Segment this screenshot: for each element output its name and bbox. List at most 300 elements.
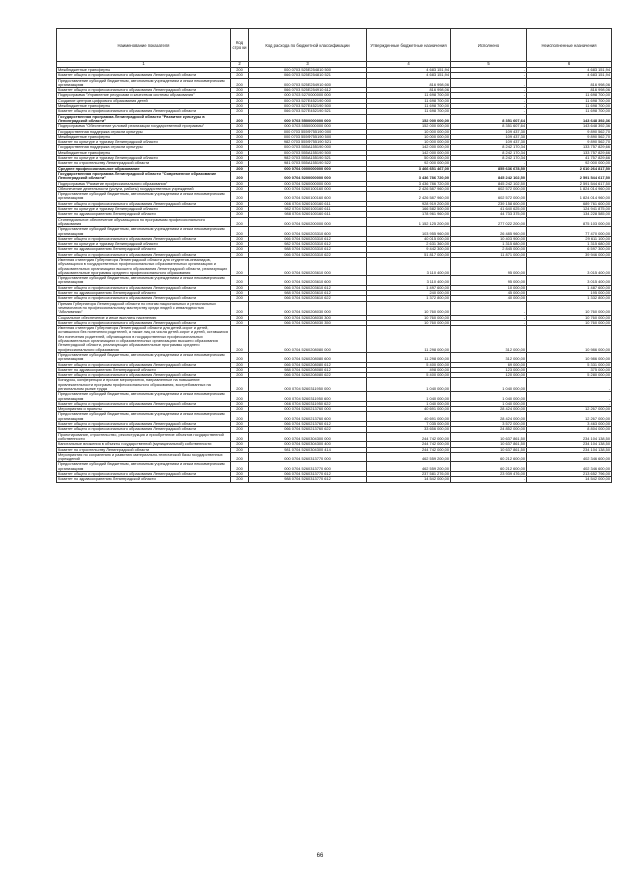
row-name-cell: Предоставление субсидий бюджетным, автономным учреждениям и иным некоммерческим организациям	[57, 276, 231, 286]
row-approved-cell: 142 000 000,00	[367, 150, 451, 155]
row-executed-cell: 10 637 861,50	[451, 432, 527, 442]
row-executed-cell: 1 315 680,00	[451, 242, 527, 247]
row-approved-cell: 2 426 587 960,00	[367, 192, 451, 202]
table-row	[57, 477, 612, 482]
row-budget-code-cell: 000 0704 5260208030 000	[249, 301, 367, 315]
column-number: 3	[249, 62, 367, 68]
row-approved-cell: 40 691 000,00	[367, 407, 451, 412]
row-line-code-cell: 200	[231, 252, 249, 257]
row-line-code-cell: 200	[231, 352, 249, 362]
row-approved-cell: 462 559 200,00	[367, 452, 451, 462]
row-budget-code-cell: 982 0704 5260203310 612	[249, 242, 367, 247]
row-remaining-cell: 10 986 000,00	[527, 326, 612, 353]
row-name-cell: Комитет общего и профессионального образования Ленинградской области	[57, 285, 231, 290]
row-budget-code-cell: 000 0704 5260100160 000	[249, 186, 367, 191]
header-name: Наименование показателя	[57, 29, 231, 62]
row-approved-cell: 237 581 276,00	[367, 472, 451, 477]
row-remaining-cell: 234 104 138,50	[527, 442, 612, 447]
row-approved-cell: 142 000 000,00	[367, 145, 451, 150]
column-number: 5	[451, 62, 527, 68]
row-name-cell: Обеспечение деятельности (услуги, работы) государственных учреждений	[57, 186, 231, 191]
row-budget-code-cell: 066 0704 5260203610 612	[249, 285, 367, 290]
row-line-code-cell: 200	[231, 257, 249, 275]
row-name-cell: Комитет общего и профессионального образования Ленинградской области	[57, 236, 231, 241]
row-approved-cell: 51 817 000,00	[367, 252, 451, 257]
row-line-code-cell: 200	[231, 422, 249, 427]
row-executed-cell: 40 000,00	[451, 296, 527, 301]
row-approved-cell: 244 742 000,00	[367, 432, 451, 442]
header-budget-code: Код расхода по бюджетной классификации	[249, 29, 367, 62]
row-executed-cell: 24 852 000,00	[451, 427, 527, 432]
row-name-cell: Мероприятия и проекты	[57, 407, 231, 412]
row-remaining-cell: 875 103 000,00	[527, 217, 612, 227]
row-line-code-cell: 200	[231, 320, 249, 325]
row-executed-cell: 277 022 200,00	[451, 217, 527, 227]
row-remaining-cell: 11 698 700,00	[527, 109, 612, 114]
row-remaining-cell: 14 542 000,00	[527, 477, 612, 482]
row-executed-cell: 8 242 170,34	[451, 156, 527, 161]
row-budget-code-cell: 981 0704 5260304300 414	[249, 447, 367, 452]
row-line-code-cell: 200	[231, 401, 249, 406]
row-line-code-cell: 200	[231, 134, 249, 139]
row-name-cell: Комитет общего и профессионального образования Ленинградской области	[57, 427, 231, 432]
row-approved-cell: 10 760 000,00	[367, 301, 451, 315]
row-approved-cell: 816 998,06	[367, 88, 451, 93]
row-budget-code-cell: 000 0704 5260304300 400	[249, 442, 367, 447]
row-line-code-cell: 200	[231, 186, 249, 191]
row-remaining-cell: 4 683 151,94	[527, 73, 612, 78]
row-budget-code-cell: 000 0703 525Е254810 500	[249, 68, 367, 73]
row-approved-cell: 1 152 125 200,00	[367, 217, 451, 227]
row-executed-cell: 1 040 000,00	[451, 378, 527, 392]
row-line-code-cell: 200	[231, 217, 249, 227]
row-remaining-cell: 124 941 875,00	[527, 207, 612, 212]
row-line-code-cell: 200	[231, 129, 249, 134]
row-approved-cell: 11 698 700,00	[367, 93, 451, 98]
row-approved-cell: 498 000,00	[367, 367, 451, 372]
row-approved-cell: 33 656 000,00	[367, 427, 451, 432]
row-budget-code-cell: 000 0704 5260213760 600	[249, 412, 367, 422]
row-approved-cell: 1 040 000,00	[367, 378, 451, 392]
row-name-cell: Комитет по здравоохранению Ленинградской области	[57, 367, 231, 372]
row-name-cell: Комитет общего и профессионального образования Ленинградской области	[57, 362, 231, 367]
row-executed-cell: 123 000,00	[451, 367, 527, 372]
row-executed-cell: 41 640 625,00	[451, 207, 527, 212]
row-approved-cell: 2 631 360,00	[367, 242, 451, 247]
row-executed-cell: 60 212 600,00	[451, 462, 527, 472]
row-budget-code-cell: 988 0704 5260203610 612	[249, 291, 367, 296]
row-budget-code-cell: 000 0703 555А155190 500	[249, 150, 367, 155]
row-approved-cell: 240 000,00	[367, 291, 451, 296]
row-name-cell: Комитет общего и профессионального образования Ленинградской области	[57, 296, 231, 301]
column-number: 2	[231, 62, 249, 68]
row-remaining-cell: 3 015 400,00	[527, 276, 612, 286]
row-executed-cell: 2 845 000,00	[451, 247, 527, 252]
row-line-code-cell: 200	[231, 373, 249, 378]
row-budget-code-cell: 000 0703 527Е452190 500	[249, 104, 367, 109]
row-name-cell: Комитет общего и профессионального образования Ленинградской области	[57, 320, 231, 325]
row-line-code-cell: 200	[231, 301, 249, 315]
row-line-code-cell: 200	[231, 212, 249, 217]
row-line-code-cell: 200	[231, 247, 249, 252]
row-remaining-cell: 234 104 138,50	[527, 432, 612, 442]
row-line-code-cell: 200	[231, 161, 249, 166]
row-budget-code-cell: 988 0704 5260203310 612	[249, 247, 367, 252]
row-remaining-cell: 2 591 544 617,50	[527, 181, 612, 186]
row-approved-cell: 1 040 000,00	[367, 392, 451, 402]
row-approved-cell: 5 400 000,00	[367, 362, 451, 367]
column-number: 6	[527, 62, 612, 68]
row-name-cell: Комитет по здравоохранению Ленинградской области	[57, 291, 231, 296]
row-remaining-cell: 12 267 000,00	[527, 407, 612, 412]
row-remaining-cell: 1 824 014 960,00	[527, 192, 612, 202]
row-approved-cell: 4 683 151,94	[367, 68, 451, 73]
row-executed-cell: -	[451, 78, 527, 88]
row-approved-cell: 1 372 800,00	[367, 296, 451, 301]
row-budget-code-cell: 000 0704 5260200000 000	[249, 217, 367, 227]
row-line-code-cell: 200	[231, 98, 249, 103]
row-executed-cell: -	[451, 109, 527, 114]
row-executed-cell: -	[451, 104, 527, 109]
row-line-code-cell: 200	[231, 276, 249, 286]
row-remaining-cell: 6 597 300,00	[527, 247, 612, 252]
row-approved-cell: 50 000 000,00	[367, 156, 451, 161]
row-approved-cell: 244 742 000,00	[367, 447, 451, 452]
row-remaining-cell: 816 998,06	[527, 88, 612, 93]
row-executed-cell: 312 000,00	[451, 352, 527, 362]
row-executed-cell: -	[451, 315, 527, 320]
row-name-cell: Капитальные вложения в объекты государственной (муниципальной) собственности	[57, 442, 231, 447]
table-row	[57, 326, 612, 353]
row-executed-cell: 845 242 102,50	[451, 181, 527, 186]
row-line-code-cell: 200	[231, 296, 249, 301]
row-name-cell: Премия Губернатора Ленинградской области по итогам национальных и региональных чемпионатов по профессиональному мастерству среди людей с инвалидностью "Абилимпикс"	[57, 301, 231, 315]
row-name-cell: Комитет по здравоохранению Ленинградской области	[57, 247, 231, 252]
row-budget-code-cell: 000 0704 5260313770 600	[249, 462, 367, 472]
row-executed-cell: -	[451, 88, 527, 93]
table-row	[57, 171, 612, 181]
row-remaining-cell: 816 998,06	[527, 78, 612, 88]
row-line-code-cell: 200	[231, 427, 249, 432]
row-approved-cell: 2 426 587 960,00	[367, 186, 451, 191]
row-remaining-cell: 11 698 700,00	[527, 98, 612, 103]
row-executed-cell: 845 242 102,50	[451, 171, 527, 181]
row-approved-cell: 1 040 000,00	[367, 401, 451, 406]
row-budget-code-cell: 000 0704 5260000000 000	[249, 181, 367, 186]
row-budget-code-cell: 000 0703 5270000000 000	[249, 93, 367, 98]
row-line-code-cell: 200	[231, 140, 249, 145]
row-remaining-cell: -	[527, 401, 612, 406]
row-remaining-cell: 143 648 392,36	[527, 124, 612, 129]
row-remaining-cell: 77 470 000,00	[527, 227, 612, 237]
row-executed-cell: 8 242 170,34	[451, 145, 527, 150]
row-budget-code-cell: 066 0704 5260203310 622	[249, 252, 367, 257]
row-approved-cell: 11 698 700,00	[367, 109, 451, 114]
row-budget-code-cell: 000 0704 5260311950 000	[249, 378, 367, 392]
row-name-cell: Комитет по культуре и туризму Ленинградской области	[57, 207, 231, 212]
row-executed-cell: -	[451, 73, 527, 78]
row-name-cell: Межбюджетные трансферты	[57, 150, 231, 155]
table-row	[57, 301, 612, 315]
row-approved-cell: 11 298 000,00	[367, 352, 451, 362]
row-line-code-cell: 200	[231, 156, 249, 161]
row-budget-code-cell: 000 0703 555А155190 000	[249, 145, 367, 150]
row-remaining-cell: 11 698 700,00	[527, 104, 612, 109]
row-line-code-cell: 200	[231, 93, 249, 98]
row-budget-code-cell: 000 0704 5260203310 600	[249, 227, 367, 237]
row-name-cell: Социальное обеспечение и иные выплаты населению	[57, 315, 231, 320]
row-budget-code-cell: 000 0704 5260208030 300	[249, 315, 367, 320]
row-line-code-cell: 200	[231, 166, 249, 171]
row-approved-cell: 10 000 000,00	[367, 129, 451, 134]
row-approved-cell: 1 497 600,00	[367, 285, 451, 290]
row-name-cell: Комитет общего и профессионального образования Ленинградской области	[57, 201, 231, 206]
header-line-code: Код стро ки	[231, 29, 249, 62]
row-approved-cell: 10 000 000,00	[367, 140, 451, 145]
row-budget-code-cell: 066 0703 525Е254810 521	[249, 73, 367, 78]
row-remaining-cell: 5 331 000,00	[527, 362, 612, 367]
row-name-cell: Комитет по здравоохранению Ленинградской области	[57, 212, 231, 217]
row-budget-code-cell: 066 0704 5260208030 350	[249, 320, 367, 325]
row-line-code-cell: 200	[231, 181, 249, 186]
row-name-cell: Именная стипендия Губернатора Ленинградской области для студентов-инвалидов, обучающихся в государственных профессиональных образовательных организациях и образовательных организациях высшего образования Ленинградской области, реализующих образовательные программы среднего профессионального образования	[57, 257, 231, 275]
row-budget-code-cell: 000 0704 5260208080 600	[249, 352, 367, 362]
row-line-code-cell: 200	[231, 315, 249, 320]
row-budget-code-cell: 066 0704 5260100160 611	[249, 201, 367, 206]
row-remaining-cell: 9 890 562,70	[527, 129, 612, 134]
row-remaining-cell: 5 280 000,00	[527, 373, 612, 378]
row-line-code-cell: 200	[231, 68, 249, 73]
table-row	[57, 276, 612, 286]
row-executed-cell: 28 424 000,00	[451, 407, 527, 412]
row-budget-code-cell: 066 0704 5260208080 622	[249, 373, 367, 378]
row-name-cell: Комитет общего и профессионального образования Ленинградской области	[57, 73, 231, 78]
row-approved-cell: 40 691 000,00	[367, 412, 451, 422]
row-approved-cell: 7 035 000,00	[367, 422, 451, 427]
row-remaining-cell: 3 463 000,00	[527, 422, 612, 427]
row-line-code-cell: 200	[231, 291, 249, 296]
row-budget-code-cell: 981 0703 555А155190 522	[249, 161, 367, 166]
table-header-row	[57, 29, 612, 62]
table-body	[57, 68, 612, 483]
row-name-cell: Среднее профессиональное образование	[57, 166, 231, 171]
row-executed-cell: 8 242 170,34	[451, 150, 527, 155]
row-remaining-cell: 9 890 562,70	[527, 134, 612, 139]
row-name-cell: Комитет по культуре и туризму Ленинградской области	[57, 242, 231, 247]
row-budget-code-cell: 000 0704 5200000000 000	[249, 171, 367, 181]
row-approved-cell: 5 400 000,00	[367, 373, 451, 378]
budget-table-container	[56, 28, 611, 483]
row-name-cell: Комитет по строительству Ленинградской области	[57, 447, 231, 452]
row-executed-cell: -	[451, 68, 527, 73]
row-line-code-cell: 200	[231, 124, 249, 129]
row-line-code-cell: 200	[231, 201, 249, 206]
row-line-code-cell: 200	[231, 442, 249, 447]
row-name-cell: Государственная поддержка отрасли культуры	[57, 145, 231, 150]
row-name-cell: Комитет общего и профессионального образования Ленинградской области	[57, 109, 231, 114]
row-budget-code-cell: 066 0704 5260213760 622	[249, 427, 367, 432]
row-executed-cell: 109 437,30	[451, 134, 527, 139]
page-number: 66	[316, 853, 324, 859]
row-remaining-cell: 402 346 600,00	[527, 462, 612, 472]
row-remaining-cell: 195 000,00	[527, 291, 612, 296]
row-name-cell: Межбюджетные трансферты	[57, 68, 231, 73]
row-line-code-cell: 200	[231, 378, 249, 392]
row-name-cell: Предоставление субсидий бюджетным, автономным учреждениям и иным некоммерческим организациям	[57, 78, 231, 88]
row-name-cell: Комитет общего и профессионального образования Ленинградской области	[57, 401, 231, 406]
row-executed-cell: 69 000,00	[451, 362, 527, 367]
row-approved-cell: 103 955 960,00	[367, 227, 451, 237]
row-name-cell: Комитет общего и профессионального образования Ленинградской области	[57, 472, 231, 477]
row-line-code-cell: 200	[231, 78, 249, 88]
row-line-code-cell: 200	[231, 392, 249, 402]
row-name-cell: Государственная программа Ленинградской области "Современное образование Ленинградской области"	[57, 171, 231, 181]
row-name-cell: Проектирование, строительство, реконструкция и приобретение объектов государственной собственности	[57, 432, 231, 442]
row-budget-code-cell: 000 0704 5260203610 000	[249, 257, 367, 275]
row-line-code-cell: 200	[231, 242, 249, 247]
row-line-code-cell: 200	[231, 477, 249, 482]
row-budget-code-cell: 000 0704 5260100160 600	[249, 192, 367, 202]
row-line-code-cell: 200	[231, 447, 249, 452]
row-line-code-cell: 200	[231, 109, 249, 114]
row-line-code-cell: 200	[231, 114, 249, 124]
row-name-cell: Комитет общего и профессионального образования Ленинградской области	[57, 88, 231, 93]
row-budget-code-cell: 982 0704 5260100160 611	[249, 207, 367, 212]
row-approved-cell: 166 582 500,00	[367, 207, 451, 212]
row-budget-code-cell: 066 0704 5260208080 612	[249, 362, 367, 367]
row-line-code-cell: 200	[231, 192, 249, 202]
row-executed-cell: 120 000,00	[451, 373, 527, 378]
row-remaining-cell: 10 986 000,00	[527, 352, 612, 362]
row-approved-cell: 244 742 000,00	[367, 442, 451, 447]
row-remaining-cell: 375 000,00	[527, 367, 612, 372]
table-row	[57, 378, 612, 392]
row-approved-cell: 40 015 000,00	[367, 236, 451, 241]
row-executed-cell: 1 040 000,00	[451, 401, 527, 406]
row-line-code-cell: 200	[231, 285, 249, 290]
row-remaining-cell: 10 760 000,00	[527, 301, 612, 315]
table-row	[57, 192, 612, 202]
row-budget-code-cell: 000 0703 555Ф755190 500	[249, 134, 367, 139]
row-budget-code-cell: 000 0703 5500000000 000	[249, 114, 367, 124]
row-line-code-cell: 200	[231, 207, 249, 212]
header-approved: Утвержденные бюджетные назначения	[367, 29, 451, 62]
row-remaining-cell: 2 591 544 617,50	[527, 171, 612, 181]
row-executed-cell: 239 158 600,00	[451, 201, 527, 206]
row-remaining-cell: 1 315 680,00	[527, 242, 612, 247]
table-row	[57, 352, 612, 362]
row-remaining-cell: 143 648 392,36	[527, 114, 612, 124]
row-line-code-cell: 200	[231, 362, 249, 367]
row-budget-code-cell: 000 0704 5260208080 000	[249, 326, 367, 353]
row-name-cell: Предоставление субсидий бюджетным, автономным учреждениям и иным некоммерческим организациям	[57, 412, 231, 422]
row-remaining-cell: 8 804 000,00	[527, 427, 612, 432]
row-name-cell: Комитет по здравоохранению Ленинградской области	[57, 477, 231, 482]
row-budget-code-cell: 982 0703 555Ф755190 521	[249, 140, 367, 145]
row-executed-cell: 602 572 000,00	[451, 192, 527, 202]
row-budget-code-cell: 066 0704 5260313770 612	[249, 472, 367, 477]
row-executed-cell: -	[451, 161, 527, 166]
row-name-cell: Межбюджетные трансферты	[57, 134, 231, 139]
row-executed-cell: 8 351 607,64	[451, 114, 527, 124]
row-line-code-cell: 200	[231, 145, 249, 150]
header-remaining: Неисполненные назначения	[527, 29, 612, 62]
row-remaining-cell: 134 228 585,00	[527, 212, 612, 217]
row-budget-code-cell: 000 0704 0000000000 000	[249, 166, 367, 171]
row-name-cell: Комитет общего и профессионального образования Ленинградской области	[57, 422, 231, 427]
row-executed-cell: 855 636 678,50	[451, 166, 527, 171]
row-budget-code-cell: 000 0704 5260203610 600	[249, 276, 367, 286]
row-remaining-cell: 11 698 700,00	[527, 93, 612, 98]
row-executed-cell: 60 212 600,00	[451, 452, 527, 462]
row-approved-cell: 3 436 786 720,00	[367, 181, 451, 186]
row-remaining-cell: 133 757 829,66	[527, 145, 612, 150]
row-executed-cell: 3 572 000,00	[451, 422, 527, 427]
row-budget-code-cell: 066 0703 525Е254910 612	[249, 88, 367, 93]
row-executed-cell: -	[451, 301, 527, 315]
row-approved-cell: 92 000 000,00	[367, 161, 451, 166]
row-name-cell: Мероприятия по сохранению и развитию материально-технической базы государственных учреждений	[57, 452, 231, 462]
row-executed-cell: 602 572 000,00	[451, 186, 527, 191]
row-name-cell: Комитет по культуре и туризму Ленинградской области	[57, 140, 231, 145]
row-name-cell: Предоставление субсидий бюджетным, автономным учреждениям и иным некоммерческим организациям	[57, 192, 231, 202]
row-line-code-cell: 200	[231, 407, 249, 412]
row-budget-code-cell: 000 0703 527Е452190 000	[249, 98, 367, 103]
row-line-code-cell: 200	[231, 462, 249, 472]
row-remaining-cell: 1 824 014 960,00	[527, 186, 612, 191]
row-approved-cell: 11 698 700,00	[367, 104, 451, 109]
row-name-cell: Предоставление субсидий бюджетным, автономным учреждениям и иным некоммерческим организациям	[57, 462, 231, 472]
row-name-cell: Комитет по культуре и туризму Ленинградской области	[57, 156, 231, 161]
row-name-cell: Подпрограмма "Обеспечение условий реализации государственной программы"	[57, 124, 231, 129]
row-name-cell: Государственная программа Ленинградской области "Развитие культуры в Ленинградской области"	[57, 114, 231, 124]
row-executed-cell: 10 403 900,00	[451, 236, 527, 241]
row-budget-code-cell: 982 0703 555А155190 521	[249, 156, 367, 161]
row-name-cell: Подпрограмма "Управление ресурсами и качеством системы образования"	[57, 93, 231, 98]
row-budget-code-cell: 000 0704 5260313770 000	[249, 452, 367, 462]
table-row	[57, 227, 612, 237]
row-executed-cell: 11 871 000,00	[451, 252, 527, 257]
row-remaining-cell: 234 104 138,50	[527, 447, 612, 452]
row-remaining-cell: 92 000 000,00	[527, 161, 612, 166]
row-name-cell: Стипендиальное обеспечение обучающихся по программам профессионального образования	[57, 217, 231, 227]
row-budget-code-cell: 000 0703 5550000000 000	[249, 124, 367, 129]
row-approved-cell: 10 760 000,00	[367, 315, 451, 320]
row-remaining-cell: 2 610 264 817,50	[527, 166, 612, 171]
row-line-code-cell: 200	[231, 452, 249, 462]
row-name-cell: Конкурсы, конференции и прочие мероприятия, направленные на повышение привлекательности программ профессионального образования, востребованных на региональном рынке труда	[57, 378, 231, 392]
row-approved-cell: 3 110 400,00	[367, 257, 451, 275]
budget-execution-table	[56, 28, 612, 483]
row-line-code-cell: 200	[231, 227, 249, 237]
column-number: 1	[57, 62, 231, 68]
row-line-code-cell: 200	[231, 150, 249, 155]
row-executed-cell: 45 000,00	[451, 291, 527, 296]
row-executed-cell: 95 000,00	[451, 257, 527, 275]
row-executed-cell: 28 424 000,00	[451, 412, 527, 422]
row-name-cell: Предоставление субсидий бюджетным, автономным учреждениям и иным некоммерческим организациям	[57, 352, 231, 362]
row-executed-cell: -	[451, 477, 527, 482]
row-executed-cell: 10 637 861,50	[451, 442, 527, 447]
row-approved-cell: 10 000 000,00	[367, 134, 451, 139]
row-budget-code-cell: 000 0703 525Е254910 600	[249, 78, 367, 88]
row-executed-cell: 8 351 607,64	[451, 124, 527, 129]
row-remaining-cell: 41 757 829,66	[527, 156, 612, 161]
row-approved-cell: 928 919 200,00	[367, 201, 451, 206]
row-approved-cell: 14 542 000,00	[367, 477, 451, 482]
row-name-cell: Создание центров цифрового образования детей	[57, 98, 231, 103]
row-budget-code-cell: 066 0704 5260213760 612	[249, 422, 367, 427]
